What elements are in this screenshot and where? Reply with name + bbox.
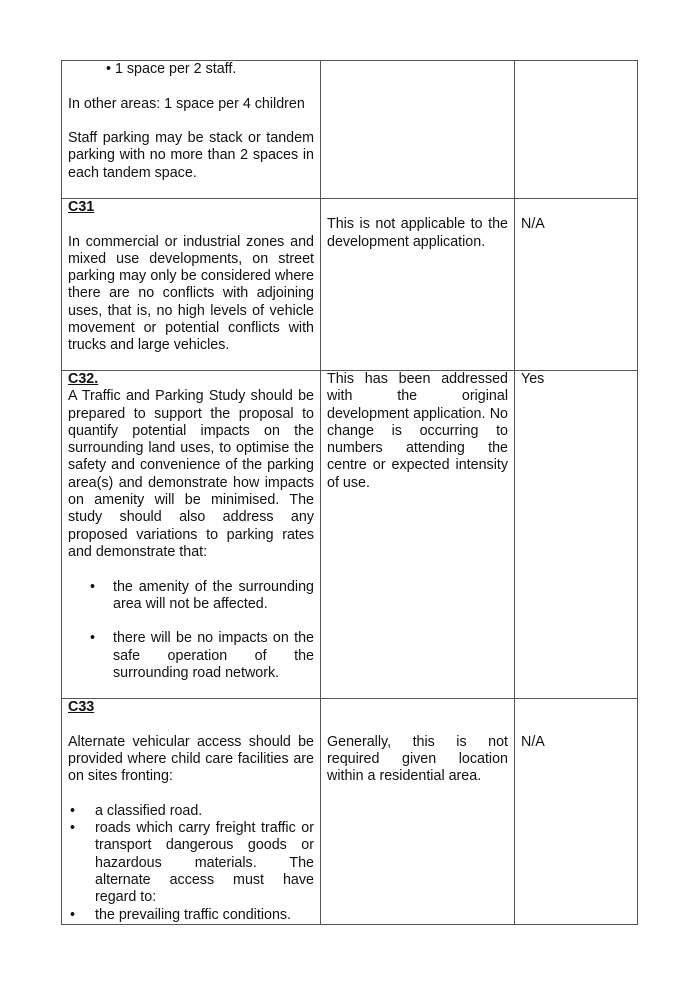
list-item: • there will be no impacts on the safe operation of the surrounding road network. (68, 630, 314, 682)
list-item (68, 61, 314, 78)
bullet-icon: • (70, 802, 76, 819)
provision-text: In commercial or industrial zones and mixed use developments, on street parking may only be considered where there are no conflicts with adjoining uses, that is, no high levels of vehicle movement or potential conflicts with trucks and large vehicles. (68, 233, 314, 354)
list-item: • the amenity of the surrounding area will not be affected. (68, 579, 314, 614)
table-row (62, 371, 638, 699)
compliance-cell: Yes (515, 371, 638, 699)
bullet-icon: • (90, 630, 96, 647)
bullet-icon: • (70, 820, 76, 837)
compliance-cell (515, 699, 638, 925)
compliance-cell (515, 61, 638, 199)
comment-text: Generally, this is not required given location within a residential area. (327, 733, 508, 785)
compliance-value: N/A (521, 733, 545, 750)
provision-cell (62, 61, 321, 199)
provision-cell (62, 699, 321, 925)
table-row (62, 61, 638, 199)
control-code: C33 (68, 699, 95, 715)
provision-text: A Traffic and Parking Study should be prepared to support the proposal to quantify potential impacts on the surrounding land uses, to optimise the safety and convenience of the parking area(s) and demonstrate how impacts on amenity will be minimised. The study should also address any proposed variations to parking rates and demonstrate that: (68, 388, 314, 560)
compliance-table (61, 60, 638, 925)
table-row (62, 199, 638, 371)
control-code: C32. (68, 371, 99, 387)
provision-text: Staff parking may be stack or tandem parking with no more than 2 spaces in each tandem space. (68, 130, 314, 181)
provision-text: In other areas: 1 space per 4 children (68, 95, 305, 112)
comment-cell (321, 699, 515, 925)
provision-cell (62, 199, 321, 371)
list-item: • the prevailing traffic conditions. (70, 906, 292, 923)
compliance-cell (515, 199, 638, 371)
control-code: C31 (68, 199, 95, 215)
list-item: • roads which carry freight traffic or transport dangerous goods or hazardous materials. The alternate access must have regard to: (70, 820, 314, 906)
provision-text: Alternate vehicular access should be provided where child care facilities are on sites fronting: (68, 733, 314, 785)
comment-text: This is not applicable to the development application. (327, 216, 508, 250)
comment-text: This has been addressed with the original development application. No change is occurring to numbers attending the centre or expected intensity of use. (327, 371, 508, 491)
provision-cell (62, 371, 321, 699)
bullet-icon: • (70, 906, 76, 923)
bullet-text: • 1 space per 2 staff. (106, 61, 237, 77)
comment-cell (321, 199, 515, 371)
compliance-value: N/A (521, 216, 545, 233)
list-item: • a classified road. (70, 802, 203, 819)
comment-cell (321, 61, 515, 199)
table-row (62, 699, 638, 925)
bullet-icon: • (90, 578, 96, 595)
comment-cell (321, 371, 515, 699)
